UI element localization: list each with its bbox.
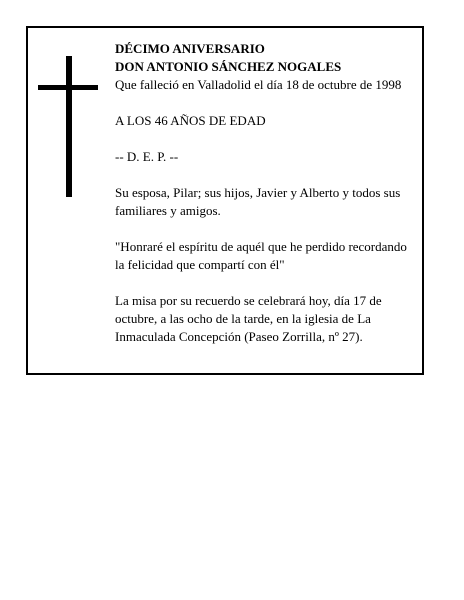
mass-line-1: La misa por su recuerdo se celebrará hoy, día 17 de: [115, 293, 382, 308]
rip-line: -- D. E. P. --: [115, 149, 179, 164]
death-details: Que falleció en Valladolid el día 18 de octubre de 1998: [115, 77, 402, 92]
cross-icon: [66, 56, 72, 197]
quote-line-1: "Honraré el espíritu de aquél que he perdido recordando: [115, 239, 407, 254]
family-text: Su esposa, Pilar; sus hijos, Javier y Alberto y todos sus familiares y amigos.: [115, 185, 401, 218]
notice-heading-anniversary: DÉCIMO ANIVERSARIO: [115, 41, 265, 56]
mass-line-2: octubre, a las ocho de la tarde, en la iglesia de La: [115, 311, 371, 326]
notice-heading-name: DON ANTONIO SÁNCHEZ NOGALES: [115, 59, 342, 74]
quote-line-2: la felicidad que compartí con él": [115, 257, 285, 272]
age-line: A LOS 46 AÑOS DE EDAD: [115, 113, 266, 128]
obituary-notice: [26, 26, 424, 375]
notice-text: [115, 40, 427, 346]
mass-line-3: Inmaculada Concepción (Paseo Zorrilla, nº 27).: [115, 329, 363, 344]
cross-bar: [38, 85, 98, 90]
